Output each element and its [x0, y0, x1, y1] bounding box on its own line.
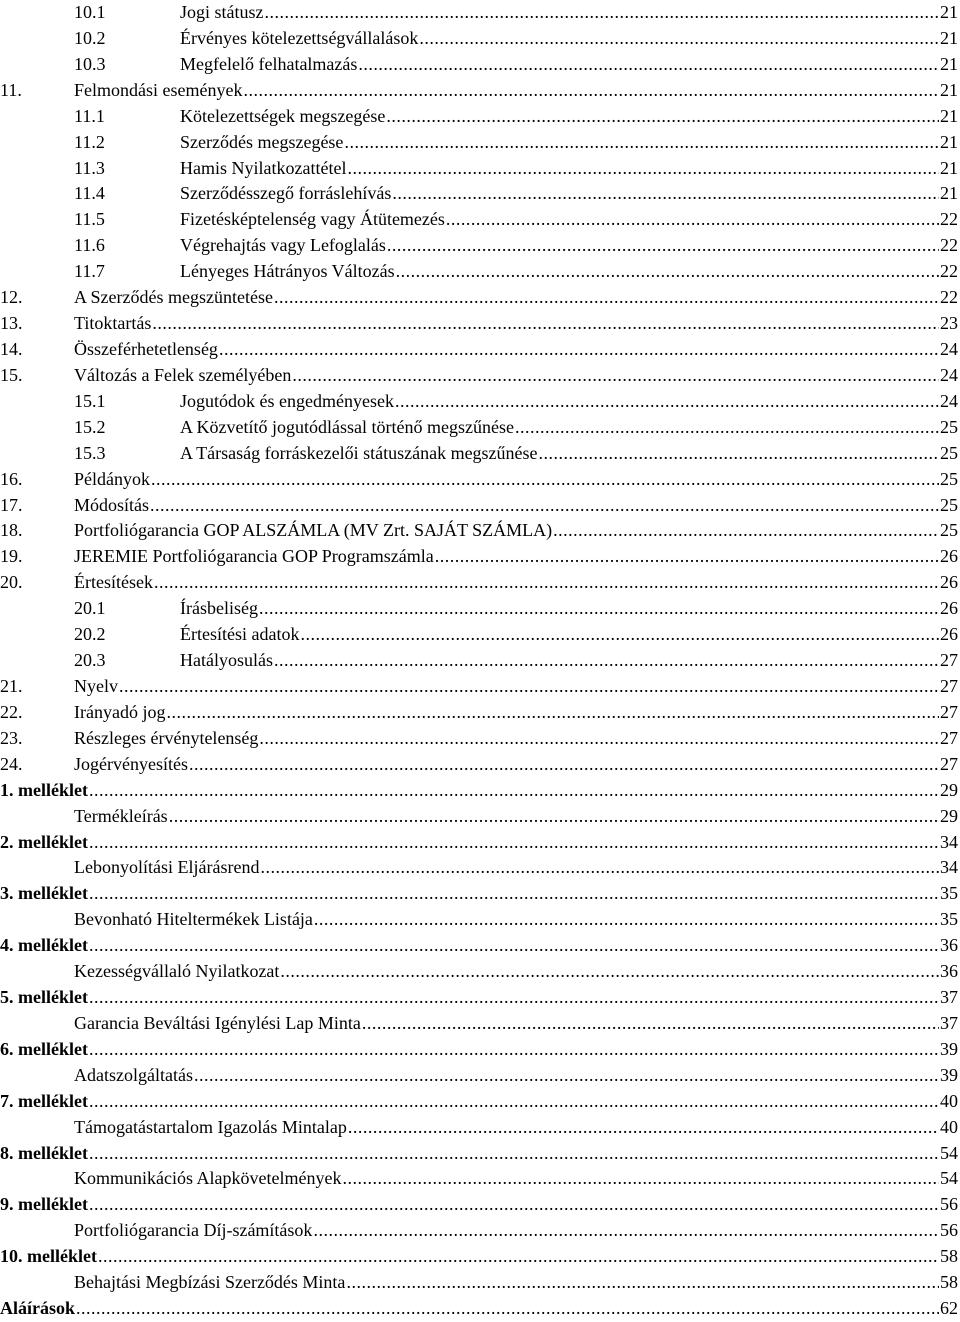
toc-entry-body: [74, 493, 958, 519]
toc-entry-number: 22.: [0, 701, 23, 722]
toc-entry-title: Értesítések: [74, 572, 153, 593]
toc-entry-title: 8. melléklet: [0, 1142, 88, 1163]
toc-entry-number: 23.: [0, 727, 23, 748]
toc-entry-number: 15.3: [74, 442, 106, 463]
toc-page-number: 39: [940, 1064, 958, 1085]
toc-entry[interactable]: [0, 830, 960, 856]
toc-entry-body: [180, 130, 958, 156]
toc-entry-number: 11.: [0, 79, 22, 100]
toc-entry-title: 3. melléklet: [0, 883, 88, 904]
toc-page-number: 58: [940, 1272, 958, 1293]
toc-dot-leader: [314, 907, 939, 933]
toc-entry-title: JEREMIE Portfoliógarancia GOP Programszámla: [74, 546, 434, 567]
toc-entry-number: 20.2: [74, 624, 106, 645]
toc-page-number: 21: [940, 79, 958, 100]
toc-entry-body: [0, 933, 958, 959]
toc-entry[interactable]: [0, 544, 960, 570]
toc-page-number: 22: [940, 235, 958, 256]
toc-dot-leader: [300, 622, 939, 648]
toc-dot-leader: [395, 389, 939, 415]
toc-entry-title: Fizetésképtelenség vagy Átütemezés: [180, 209, 445, 230]
toc-entry[interactable]: [0, 1037, 960, 1063]
toc-entry[interactable]: [0, 1192, 960, 1218]
toc-entry-body: [74, 544, 958, 570]
toc-entry-title: 9. melléklet: [0, 1194, 88, 1215]
toc-entry-body: [180, 596, 958, 622]
toc-page-number: 29: [940, 779, 958, 800]
toc-dot-leader: [89, 1141, 939, 1167]
toc-entry-body: [180, 259, 958, 285]
toc-entry-number: 12.: [0, 287, 23, 308]
toc-entry[interactable]: [0, 363, 960, 389]
toc-dot-leader: [166, 700, 939, 726]
toc-dot-leader: [280, 959, 939, 985]
toc-entry-title: 6. melléklet: [0, 1038, 88, 1059]
toc-entry-title: Portfoliógarancia Díj-számítások: [74, 1220, 313, 1241]
toc-dot-leader: [219, 337, 939, 363]
toc-page-number: 26: [940, 546, 958, 567]
toc-dot-leader: [89, 985, 939, 1011]
toc-dot-leader: [152, 311, 939, 337]
toc-page-number: 22: [940, 209, 958, 230]
toc-dot-leader: [396, 259, 939, 285]
toc-entry[interactable]: [0, 1141, 960, 1167]
toc-entry-number: 11.3: [74, 157, 105, 178]
toc-entry-number: 10.2: [74, 27, 106, 48]
toc-entry-title: Titoktartás: [74, 313, 152, 334]
toc-entry[interactable]: [0, 207, 960, 233]
toc-dot-leader: [362, 1011, 939, 1037]
toc-dot-leader: [347, 156, 939, 182]
toc-entry[interactable]: [0, 700, 960, 726]
toc-entry-body: [74, 726, 958, 752]
toc-page-number: 21: [940, 183, 958, 204]
toc-entry-title: Végrehajtás vagy Lefoglalás: [180, 235, 386, 256]
toc-entry[interactable]: [0, 881, 960, 907]
toc-entry-title: Bevonható Hiteltermékek Listája: [74, 909, 313, 930]
toc-dot-leader: [89, 881, 939, 907]
toc-entry[interactable]: [0, 389, 960, 415]
toc-entry[interactable]: [0, 26, 960, 52]
toc-entry[interactable]: [0, 1011, 960, 1037]
toc-entry-number: 20.1: [74, 598, 106, 619]
toc-page-number: 21: [940, 27, 958, 48]
toc-entry-number: 11.7: [74, 261, 105, 282]
toc-entry-number: 19.: [0, 546, 23, 567]
toc-entry[interactable]: [0, 1296, 960, 1322]
toc-entry-title: Felmondási események: [74, 79, 243, 100]
toc-entry-title: Írásbeliség: [180, 598, 258, 619]
toc-entry-number: 17.: [0, 494, 23, 515]
toc-entry[interactable]: [0, 104, 960, 130]
toc-dot-leader: [342, 1166, 939, 1192]
toc-entry[interactable]: [0, 441, 960, 467]
toc-entry-body: [74, 518, 958, 544]
toc-page-number: 26: [940, 572, 958, 593]
toc-entry-title: 4. melléklet: [0, 935, 88, 956]
toc-dot-leader: [243, 78, 939, 104]
toc-entry[interactable]: [0, 648, 960, 674]
toc-entry-title: Változás a Felek személyében: [74, 364, 292, 385]
toc-entry[interactable]: [0, 1166, 960, 1192]
toc-entry-body: [74, 311, 958, 337]
toc-page-number: 36: [940, 961, 958, 982]
toc-entry-body: [0, 1244, 958, 1270]
toc-page-number: 62: [940, 1298, 958, 1319]
toc-entry-title: 10. melléklet: [0, 1246, 97, 1267]
toc-page-number: 39: [940, 1038, 958, 1059]
toc-entry[interactable]: [0, 933, 960, 959]
toc-page-number: 56: [940, 1194, 958, 1215]
toc-entry-title: Portfoliógarancia GOP ALSZÁMLA (MV Zrt. SAJÁT SZÁMLA): [74, 520, 553, 541]
toc-entry-body: [0, 1037, 958, 1063]
toc-dot-leader: [151, 467, 939, 493]
toc-page-number: 21: [940, 131, 958, 152]
toc-page-number: 24: [940, 364, 958, 385]
toc-page-number: 24: [940, 338, 958, 359]
toc-entry[interactable]: [0, 985, 960, 1011]
toc-entry-body: [74, 1218, 958, 1244]
toc-dot-leader: [292, 363, 939, 389]
toc-page-number: 27: [940, 727, 958, 748]
toc-page-number: 21: [940, 105, 958, 126]
toc-entry-number: 15.2: [74, 416, 106, 437]
toc-entry[interactable]: [0, 233, 960, 259]
toc-entry-body: [180, 104, 958, 130]
toc-entry-title: Hatályosulás: [180, 650, 273, 671]
toc-dot-leader: [119, 674, 939, 700]
toc-entry[interactable]: [0, 674, 960, 700]
toc-entry-title: Nyelv: [74, 675, 118, 696]
toc-entry[interactable]: [0, 726, 960, 752]
toc-entry[interactable]: [0, 78, 960, 104]
toc-dot-leader: [89, 1037, 939, 1063]
toc-dot-leader: [344, 130, 939, 156]
toc-page-number: 22: [940, 261, 958, 282]
toc-page-number: 40: [940, 1090, 958, 1111]
toc-entry[interactable]: [0, 415, 960, 441]
toc-entry-number: 16.: [0, 468, 23, 489]
toc-entry[interactable]: [0, 156, 960, 182]
toc-page-number: 25: [940, 442, 958, 463]
toc-entry-number: 11.2: [74, 131, 105, 152]
toc-entry-title: Lebonyolítási Eljárásrend: [74, 857, 260, 878]
toc-dot-leader: [89, 1089, 939, 1115]
toc-entry[interactable]: [0, 311, 960, 337]
toc-entry-body: [180, 26, 958, 52]
toc-entry-body: [180, 0, 958, 26]
toc-entry-title: Érvényes kötelezettségvállalások: [180, 27, 419, 48]
toc-entry-body: [0, 1089, 958, 1115]
toc-dot-leader: [313, 1218, 939, 1244]
toc-entry-title: Irányadó jog: [74, 701, 166, 722]
toc-page-number: 34: [940, 857, 958, 878]
toc-entry-body: [74, 804, 958, 830]
toc-dot-leader: [346, 1270, 939, 1296]
toc-page-number: 35: [940, 883, 958, 904]
toc-page-number: 21: [940, 53, 958, 74]
toc-entry-title: Kommunikációs Alapkövetelmények: [74, 1168, 342, 1189]
toc-page-number: 27: [940, 650, 958, 671]
toc-dot-leader: [76, 1296, 939, 1322]
toc-dot-leader: [387, 233, 939, 259]
toc-entry-title: Módosítás: [74, 494, 150, 515]
toc-page-number: 27: [940, 701, 958, 722]
toc-entry[interactable]: [0, 804, 960, 830]
toc-entry-number: 11.1: [74, 105, 105, 126]
toc-entry[interactable]: [0, 259, 960, 285]
toc-entry-title: 5. melléklet: [0, 987, 88, 1008]
toc-page-number: 21: [940, 157, 958, 178]
toc-entry-number: 20.3: [74, 650, 106, 671]
toc-dot-leader: [515, 415, 939, 441]
toc-entry[interactable]: [0, 181, 960, 207]
toc-entry-title: 1. melléklet: [0, 779, 88, 800]
toc-entry-title: A Közvetítő jogutódlással történő megszűnése: [180, 416, 514, 437]
toc-page-number: 58: [940, 1246, 958, 1267]
toc-page-number: 54: [940, 1142, 958, 1163]
toc-entry-title: A Szerződés megszüntetése: [74, 287, 273, 308]
toc-entry[interactable]: [0, 570, 960, 596]
toc-entry-number: 15.1: [74, 390, 106, 411]
toc-dot-leader: [194, 1063, 939, 1089]
toc-page-number: 25: [940, 520, 958, 541]
toc-page-number: 29: [940, 805, 958, 826]
toc-entry[interactable]: [0, 1063, 960, 1089]
toc-page-number: 21: [940, 2, 958, 22]
toc-entry-body: [0, 830, 958, 856]
toc-entry-body: [0, 985, 958, 1011]
toc-entry-body: [74, 1063, 958, 1089]
toc-entry-title: Adatszolgáltatás: [74, 1064, 193, 1085]
toc-page-number: 36: [940, 935, 958, 956]
toc-entry-body: [74, 855, 958, 881]
toc-dot-leader: [189, 752, 939, 778]
toc-entry-body: [74, 285, 958, 311]
toc-entry-body: [180, 415, 958, 441]
toc-entry-title: Összeférhetetlenség: [74, 338, 218, 359]
toc-entry-body: [74, 959, 958, 985]
toc-entry[interactable]: [0, 622, 960, 648]
toc-entry-title: Példányok: [74, 468, 150, 489]
toc-entry-number: 11.4: [74, 183, 105, 204]
toc-page-number: 27: [940, 675, 958, 696]
toc-entry-number: 15.: [0, 364, 23, 385]
toc-entry-number: 20.: [0, 572, 23, 593]
toc-entry-title: Behajtási Megbízási Szerződés Minta: [74, 1272, 346, 1293]
toc-page-number: 37: [940, 987, 958, 1008]
toc-entry-body: [180, 52, 958, 78]
toc-page-number: 25: [940, 494, 958, 515]
toc-entry-body: [180, 648, 958, 674]
toc-entry-body: [74, 78, 958, 104]
toc-entry[interactable]: [0, 467, 960, 493]
toc-entry-body: [74, 1166, 958, 1192]
toc-entry-title: Garancia Beváltási Igénylési Lap Minta: [74, 1012, 361, 1033]
toc-entry-body: [180, 622, 958, 648]
toc-entry-number: 13.: [0, 313, 23, 334]
toc-entry-title: 2. melléklet: [0, 831, 88, 852]
toc-entry[interactable]: [0, 52, 960, 78]
toc-entry-body: [0, 1192, 958, 1218]
toc-entry-title: Szerződésszegő forráslehívás: [180, 183, 392, 204]
toc-entry[interactable]: [0, 1218, 960, 1244]
toc-page-number: 40: [940, 1116, 958, 1137]
toc-entry-body: [74, 570, 958, 596]
toc-entry-title: Értesítési adatok: [180, 624, 300, 645]
toc-entry-title: Jogi státusz: [180, 2, 264, 22]
toc-entry-number: 21.: [0, 675, 23, 696]
toc-entry[interactable]: [0, 855, 960, 881]
toc-dot-leader: [446, 207, 939, 233]
toc-dot-leader: [89, 933, 939, 959]
toc-entry-body: [74, 337, 958, 363]
toc-dot-leader: [89, 830, 939, 856]
toc-entry[interactable]: [0, 493, 960, 519]
toc-entry[interactable]: [0, 778, 960, 804]
toc-entry-title: Kötelezettségek megszegése: [180, 105, 386, 126]
toc-page-number: 27: [940, 753, 958, 774]
toc-dot-leader: [274, 648, 939, 674]
toc-entry-title: Részleges érvénytelenség: [74, 727, 259, 748]
toc-entry-title: Jogutódok és engedményesek: [180, 390, 394, 411]
toc-entry-body: [180, 389, 958, 415]
toc-dot-leader: [98, 1244, 939, 1270]
toc-entry-title: Kezességvállaló Nyilatkozat: [74, 961, 280, 982]
toc-entry-body: [74, 700, 958, 726]
toc-entry-title: 7. melléklet: [0, 1090, 88, 1111]
toc-dot-leader: [150, 493, 939, 519]
toc-dot-leader: [419, 26, 939, 52]
toc-dot-leader: [265, 0, 940, 26]
toc-entry-body: [0, 881, 958, 907]
toc-page-number: 25: [940, 416, 958, 437]
toc-entry-number: 11.6: [74, 235, 105, 256]
toc-entry-title: Aláírások: [0, 1298, 76, 1319]
toc-entry-title: Termékleírás: [74, 805, 168, 826]
toc-entry-body: [0, 1141, 958, 1167]
toc-page-number: 26: [940, 624, 958, 645]
toc-entry-number: 18.: [0, 520, 23, 541]
toc-entry-number: 14.: [0, 338, 23, 359]
toc-dot-leader: [539, 441, 939, 467]
toc-entry[interactable]: [0, 1270, 960, 1296]
toc-dot-leader: [259, 596, 939, 622]
toc-page-number: 34: [940, 831, 958, 852]
toc-entry-body: [0, 778, 958, 804]
toc-entry[interactable]: [0, 596, 960, 622]
toc-entry-title: Megfelelő felhatalmazás: [180, 53, 358, 74]
toc-entry-body: [74, 363, 958, 389]
toc-entry[interactable]: [0, 130, 960, 156]
toc-entry-title: Szerződés megszegése: [180, 131, 344, 152]
toc-entry-body: [74, 467, 958, 493]
toc-entry-body: [74, 1270, 958, 1296]
toc-entry[interactable]: [0, 1089, 960, 1115]
toc-dot-leader: [89, 778, 939, 804]
toc-entry[interactable]: [0, 959, 960, 985]
toc-entry-body: [74, 674, 958, 700]
toc-entry[interactable]: [0, 1244, 960, 1270]
toc-entry-body: [180, 441, 958, 467]
toc-dot-leader: [386, 104, 939, 130]
toc-entry-body: [180, 181, 958, 207]
toc-entry-body: [0, 1296, 958, 1322]
toc-entry-number: 11.5: [74, 209, 105, 230]
toc-dot-leader: [392, 181, 939, 207]
toc-entry-body: [74, 1115, 958, 1141]
toc-entry[interactable]: [0, 0, 960, 26]
toc-entry[interactable]: [0, 518, 960, 544]
toc-dot-leader: [274, 285, 939, 311]
toc-entry[interactable]: [0, 337, 960, 363]
toc-entry[interactable]: [0, 1115, 960, 1141]
toc-dot-leader: [435, 544, 939, 570]
toc-page-number: 23: [940, 313, 958, 334]
toc-entry-title: Támogatástartalom Igazolás Mintalap: [74, 1116, 347, 1137]
toc-dot-leader: [89, 1192, 939, 1218]
toc-entry-title: Hamis Nyilatkozattétel: [180, 157, 347, 178]
toc-page-number: 37: [940, 1012, 958, 1033]
toc-page-number: 54: [940, 1168, 958, 1189]
toc-entry-body: [74, 1011, 958, 1037]
toc-entry-body: [180, 233, 958, 259]
toc-entry-body: [180, 156, 958, 182]
toc-page-number: 56: [940, 1220, 958, 1241]
toc-entry-title: A Társaság forráskezelői státuszának megszűnése: [180, 442, 538, 463]
toc-entry-number: 10.1: [74, 2, 106, 22]
toc-dot-leader: [260, 855, 939, 881]
toc-entry-body: [180, 207, 958, 233]
toc-page-number: 35: [940, 909, 958, 930]
toc-page-number: 24: [940, 390, 958, 411]
toc-entry-body: [74, 907, 958, 933]
toc-dot-leader: [358, 52, 939, 78]
toc-entry-title: Lényeges Hátrányos Változás: [180, 261, 395, 282]
toc-page-number: 22: [940, 287, 958, 308]
toc-entry[interactable]: [0, 907, 960, 933]
toc-dot-leader: [169, 804, 939, 830]
toc-page-number: 26: [940, 598, 958, 619]
toc-entry-body: [74, 752, 958, 778]
toc-dot-leader: [553, 518, 939, 544]
toc-entry[interactable]: [0, 285, 960, 311]
toc-entry-number: 24.: [0, 753, 23, 774]
toc-entry-number: 10.3: [74, 53, 106, 74]
toc-entry[interactable]: [0, 752, 960, 778]
toc-page-number: 25: [940, 468, 958, 489]
toc-dot-leader: [259, 726, 939, 752]
toc-dot-leader: [154, 570, 939, 596]
toc-dot-leader: [348, 1115, 939, 1141]
toc-entry-title: Jogérvényesítés: [74, 753, 188, 774]
